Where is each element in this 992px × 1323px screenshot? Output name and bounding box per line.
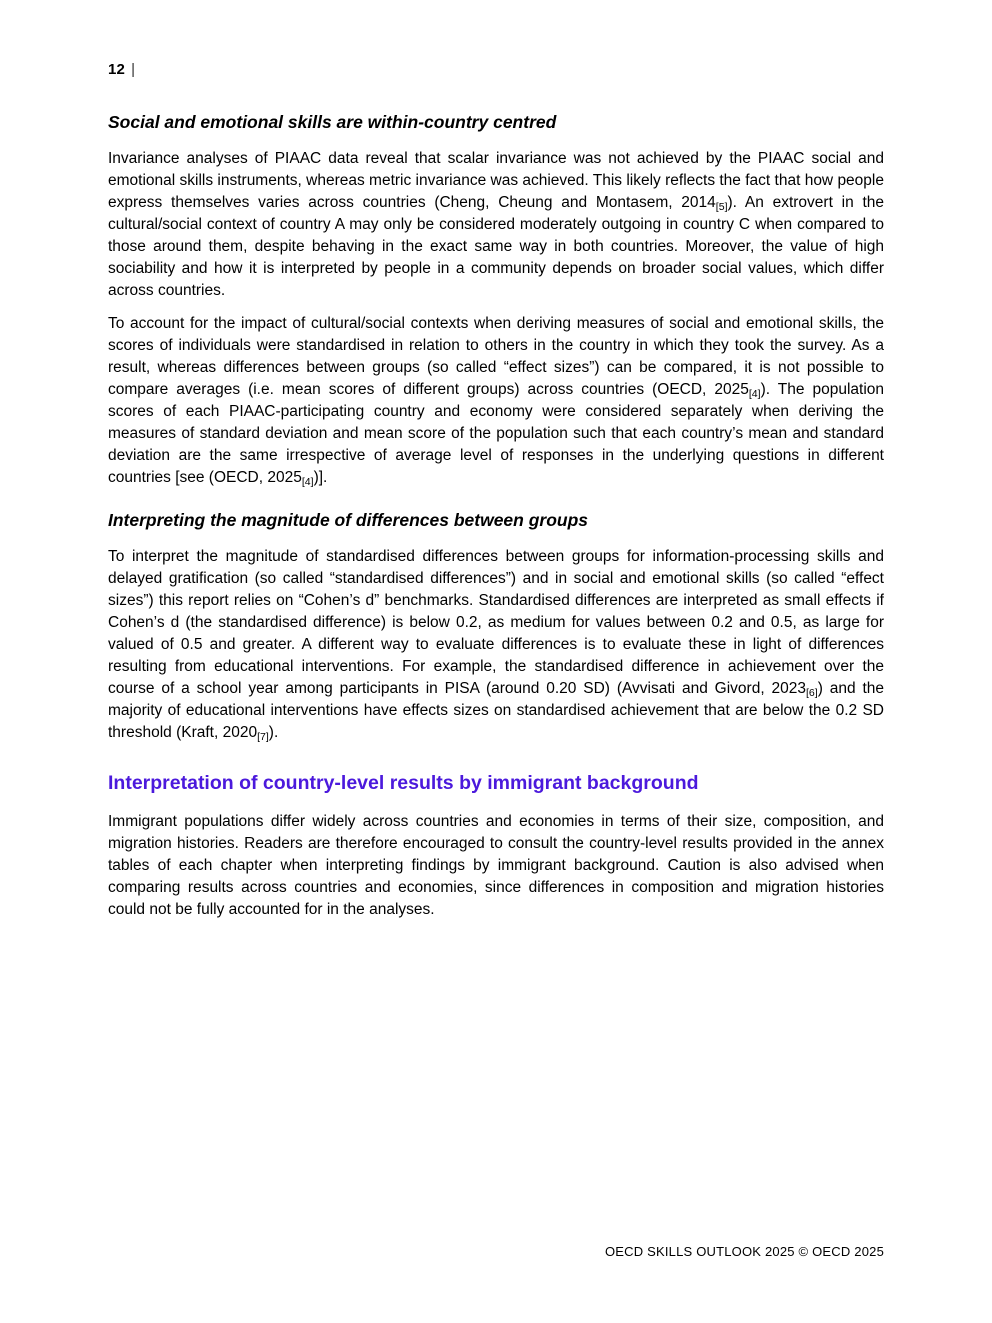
page-number-separator: | [131,61,135,78]
chapter-heading: Interpretation of country-level results by immigrant background [108,772,699,794]
body-paragraph: To interpret the magnitude of standardised differences between groups for information-processing skills and delayed gratification (so called “standardised differences”) and in social and emotional skills (so called “effect sizes”) this report relies on “Cohen’s d” benchmarks. Standardised differences are interpreted as small effects if Cohen’s d (the standardised difference) is below 0.2, as medium for values between 0.2 and 0.5, as large for valued of 0.5 and greater. A different way to evaluate differences is to evaluate these in light of differences resulting from educational interventions. For example, the standardised difference in achievement over the course of a school year among participants in PISA (around 0.20 SD) (Avvisati and Givord, $2023_{[6]}$) and the majority of educational interventions have effects sizes on standardised achievement that are below the 0.2 SD threshold (Kraft, $2020_{[7]}$). [108,548,884,743]
page-number: 12 [108,61,126,78]
citation-reference: [4] [301,475,314,488]
section-social-emotional-skills [108,111,884,489]
citation-reference: [6] [805,686,818,699]
body-paragraph: To account for the impact of cultural/social contexts when deriving measures of social and emotional skills, the scores of individuals were standardised in relation to others in the country in which they took the survey. As a result, whereas differences between groups (so called “effect sizes”) can be compared, it is not possible to compare averages (i.e. mean scores of different groups) across countries (OECD, $2025_{[4]}$). The population scores of each PIAAC-participating country and economy were considered separately when deriving the measures of standard deviation and mean score of the population such that each country’s mean and standard deviation are the same irrespective of average level of responses in the underlying questions in different countries [see (OECD, $2025_{[4]}$)]. [108,315,885,488]
body-paragraph: Immigrant populations differ widely across countries and economies in terms of their size, composition, and migration histories. Readers are therefore encouraged to consult the country-level results provided in the annex tables of each chapter when interpreting findings by immigrant background. Caution is also advised when comparing results across countries and economies, since differences in composition and migration histories could not be fully accounted for in the analyses. [108,813,884,918]
page-footer: OECD SKILLS OUTLOOK 2025 © OECD 2025 [604,1244,884,1259]
subsection-heading: Interpreting the magnitude of differences between groups [108,510,589,530]
page-header [108,60,884,80]
section-country-level-results [108,771,884,921]
subsection-heading: Social and emotional skills are within-country centred [108,112,557,132]
section-interpreting-magnitude [108,509,884,744]
citation-reference: [7] [257,730,269,743]
body-paragraph: Invariance analyses of PIAAC data reveal that scalar invariance was not achieved by the PIAAC social and emotional skills instruments, whereas metric invariance was achieved. This likely reflects the fact that how people express themselves varies across countries (Cheng, Cheung and Montasem, $2014_{[5]}$). An extrovert in the cultural/social context of country A may only be considered moderately outgoing in country C when compared to those around them, despite behaving in the exact same way in both countries. Moreover, the value of high sociability and how it is interpreted by people in a community depends on broader social values, which differ across countries. [108,150,884,299]
citation-reference: [4] [748,387,761,400]
citation-reference: [5] [715,200,728,213]
